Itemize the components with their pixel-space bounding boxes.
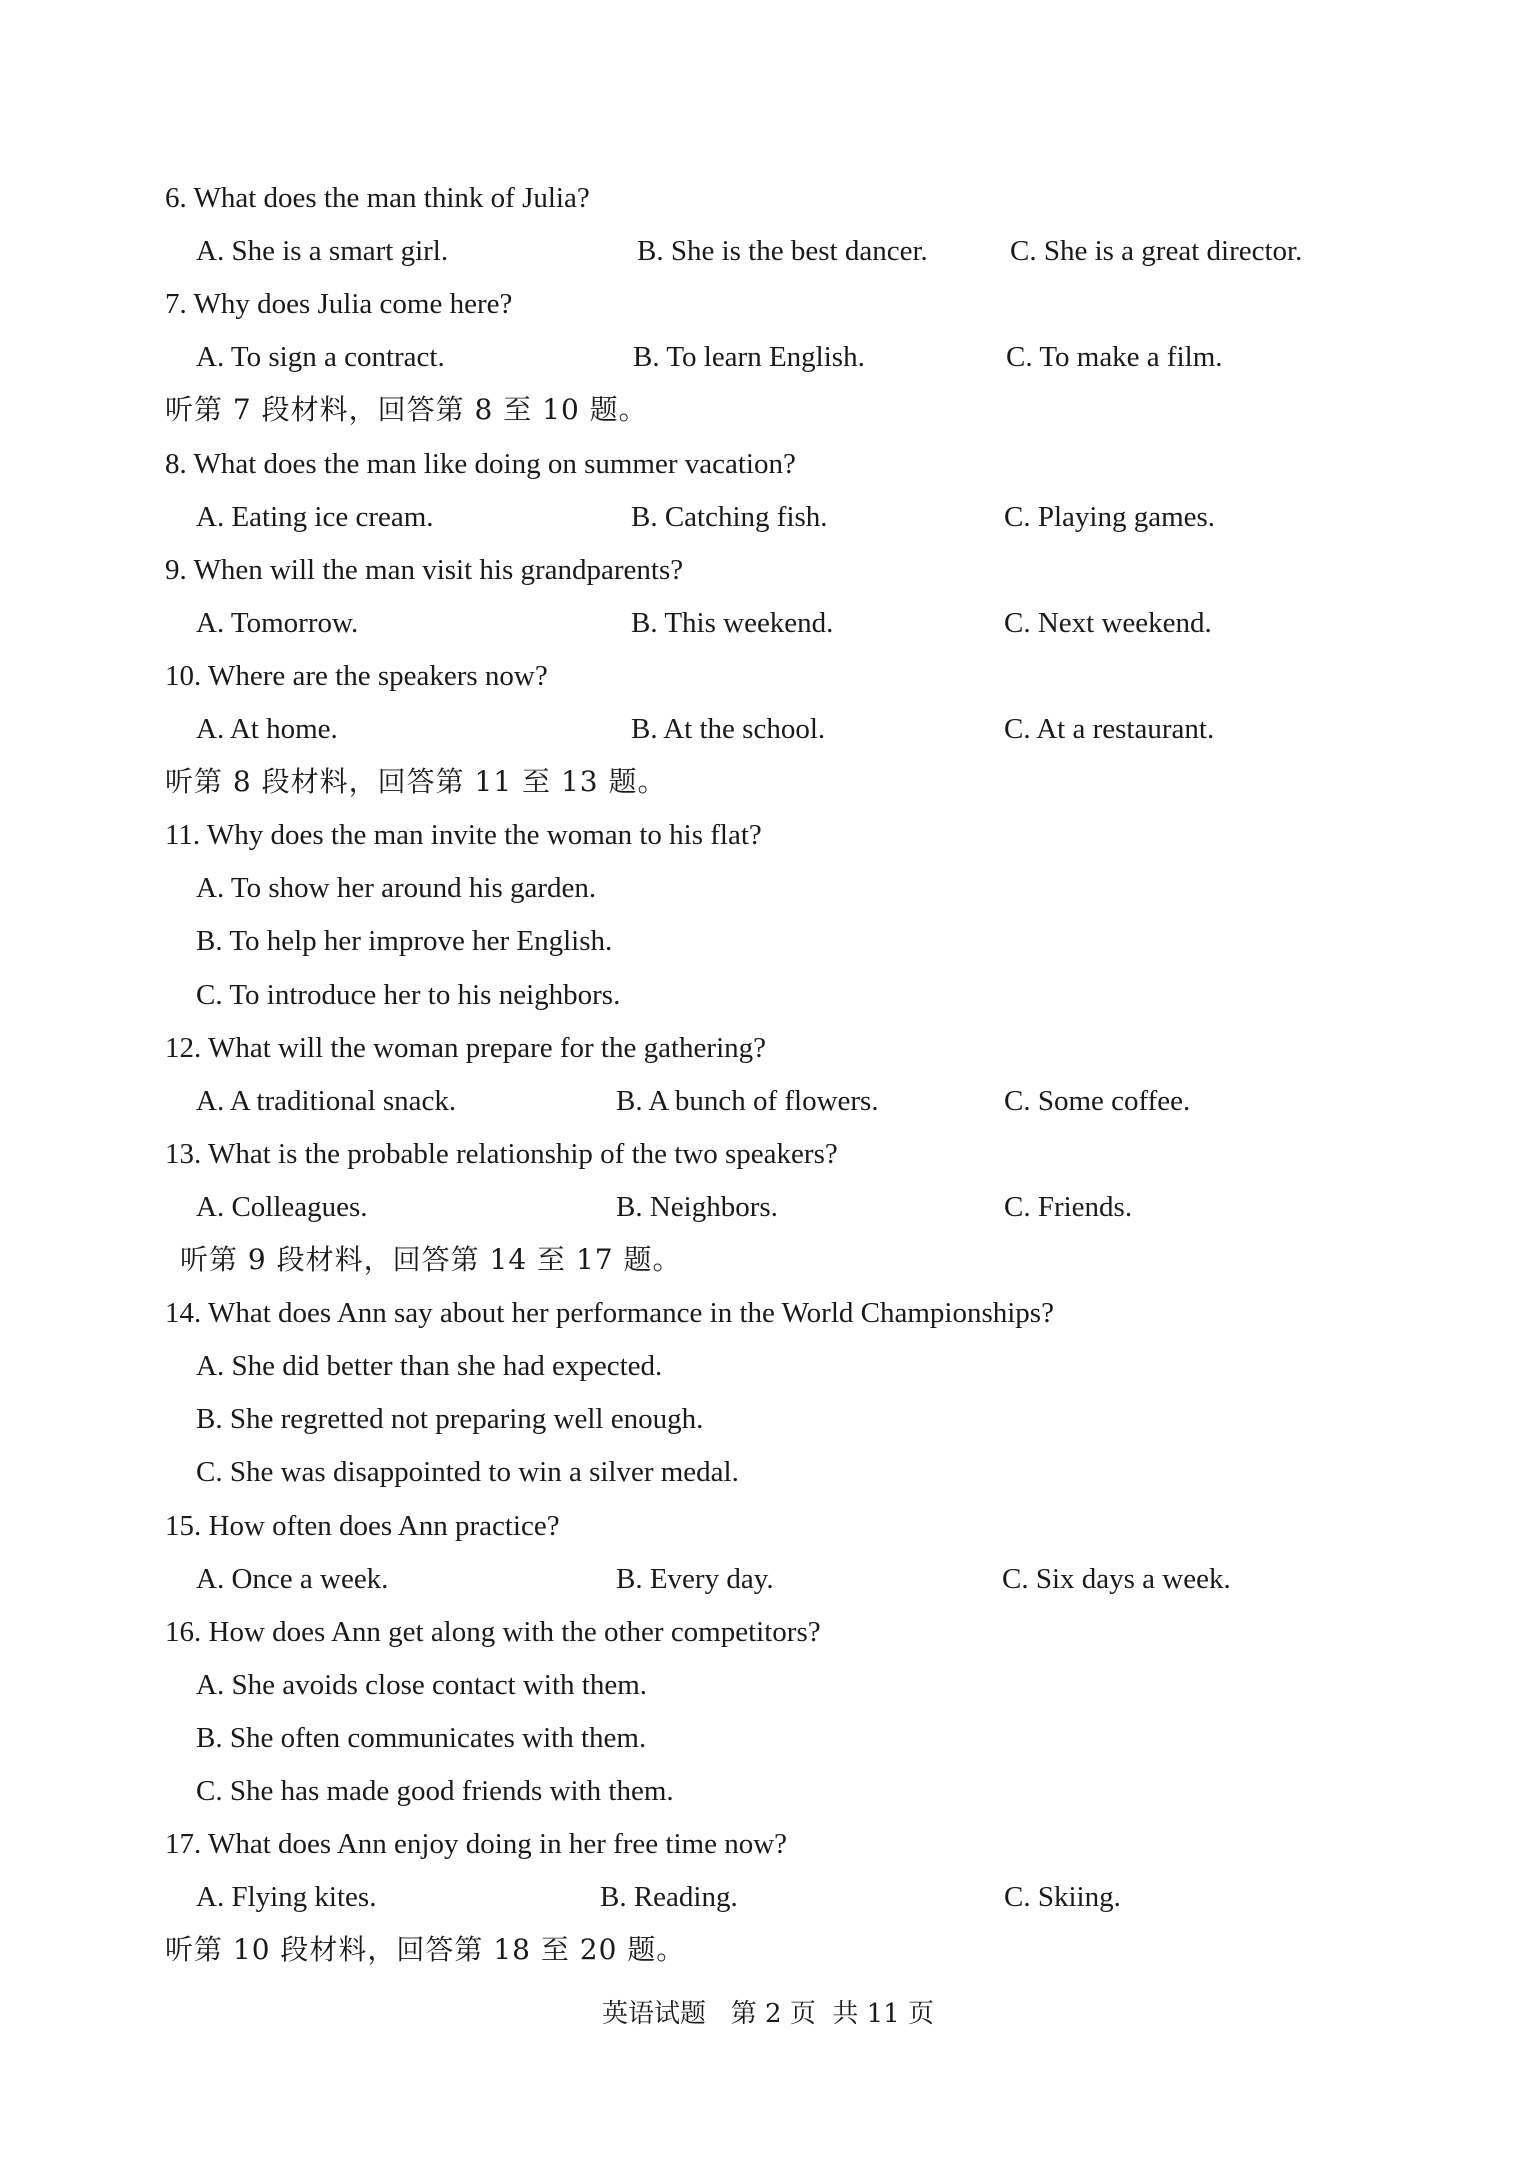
answer-option-c: C. To make a film. (1006, 341, 1223, 374)
answer-option-a: A. She is a smart girl. (196, 235, 449, 268)
answer-option-a: A. Eating ice cream. (196, 500, 434, 533)
options-row (0, 1559, 1536, 1612)
answer-option-a: A. Once a week. (196, 1562, 389, 1595)
question-line (0, 1824, 1536, 1877)
question-text: 16. How does Ann get along with the other competitors? (165, 1615, 821, 1648)
options-row (0, 603, 1536, 656)
answer-option-c: C. Playing games. (1004, 500, 1216, 533)
options-row (0, 709, 1536, 762)
page-footer (0, 1994, 1536, 2034)
section-heading (0, 762, 1536, 815)
answer-option-b: B. Catching fish. (631, 500, 828, 533)
question-text: 6. What does the man think of Julia? (165, 182, 590, 214)
question-line (0, 656, 1536, 709)
options-row (0, 1081, 1536, 1134)
option-line (0, 1771, 1536, 1824)
answer-option-b: B. A bunch of flowers. (616, 1084, 879, 1117)
answer-option: B. She regretted not preparing well enough. (196, 1403, 704, 1436)
question-line (0, 1612, 1536, 1665)
answer-option: A. To show her around his garden. (196, 872, 597, 905)
question-text: 15. How often does Ann practice? (165, 1509, 560, 1542)
question-line (0, 1293, 1536, 1346)
option-line (0, 1399, 1536, 1452)
answer-option-c: C. Skiing. (1004, 1881, 1121, 1914)
answer-option-b: B. To learn English. (633, 341, 865, 374)
answer-option: C. She was disappointed to win a silver medal. (196, 1456, 739, 1489)
question-line (0, 1134, 1536, 1187)
answer-option: C. She has made good friends with them. (196, 1775, 674, 1807)
question-line (0, 1506, 1536, 1559)
options-row (0, 337, 1536, 390)
question-text: 11. Why does the man invite the woman to his flat? (165, 819, 762, 852)
section-heading-text: 听第 10 段材料，回答第 18 至 20 题。 (165, 1933, 686, 1967)
section-heading (0, 1240, 1536, 1293)
section-heading-text: 听第 7 段材料，回答第 8 至 10 题。 (165, 393, 648, 427)
question-line (0, 550, 1536, 603)
question-text: 9. When will the man visit his grandparents? (165, 553, 684, 586)
answer-option-a: A. A traditional snack. (196, 1084, 457, 1117)
answer-option-b: B. Reading. (600, 1881, 738, 1914)
option-line (0, 975, 1536, 1028)
question-text: 8. What does the man like doing on summer vacation? (165, 447, 796, 480)
question-line (0, 1028, 1536, 1081)
answer-option: B. She often communicates with them. (196, 1721, 647, 1754)
section-heading (0, 390, 1536, 443)
question-text: 17. What does Ann enjoy doing in her free time now? (165, 1828, 788, 1861)
section-heading (0, 1930, 1536, 1983)
footer-text: 英语试题 第 2 页 共 11 页 (601, 1999, 934, 2029)
answer-option: B. To help her improve her English. (196, 925, 613, 958)
answer-option: A. She did better than she had expected. (196, 1350, 663, 1383)
answer-option-a: A. To sign a contract. (196, 341, 445, 374)
option-line (0, 1665, 1536, 1718)
options-row (0, 497, 1536, 550)
answer-option: C. To introduce her to his neighbors. (196, 978, 621, 1011)
section-heading-text: 听第 9 段材料，回答第 14 至 17 题。 (180, 1243, 682, 1276)
answer-option-c: C. Six days a week. (1002, 1562, 1231, 1595)
question-text: 7. Why does Julia come here? (165, 288, 513, 321)
answer-option-c: C. Some coffee. (1004, 1084, 1191, 1117)
question-text: 13. What is the probable relationship of the two speakers? (165, 1137, 838, 1170)
question-text: 14. What does Ann say about her performance in the World Championships? (165, 1297, 1054, 1330)
answer-option-c: C. She is a great director. (1010, 235, 1303, 268)
options-row (0, 231, 1536, 284)
answer-option-a: A. Flying kites. (196, 1881, 377, 1914)
answer-option-b: B. At the school. (631, 713, 826, 745)
question-line (0, 444, 1536, 497)
answer-option-b: B. Every day. (616, 1562, 774, 1595)
answer-option-c: C. Next weekend. (1004, 606, 1212, 639)
answer-option-a: A. Colleagues. (196, 1190, 368, 1223)
answer-option: A. She avoids close contact with them. (196, 1668, 648, 1701)
option-line (0, 1718, 1536, 1771)
options-row (0, 1877, 1536, 1930)
option-line (0, 868, 1536, 921)
section-heading-text: 听第 8 段材料，回答第 11 至 13 题。 (165, 765, 667, 799)
option-line (0, 921, 1536, 974)
answer-option-a: A. Tomorrow. (196, 606, 359, 639)
question-line (0, 178, 1536, 231)
answer-option-c: C. At a restaurant. (1004, 713, 1215, 745)
question-line (0, 815, 1536, 868)
question-line (0, 284, 1536, 337)
options-row (0, 1187, 1536, 1240)
answer-option-b: B. This weekend. (631, 606, 834, 639)
answer-option-a: A. At home. (196, 713, 338, 745)
answer-option-c: C. Friends. (1004, 1190, 1133, 1223)
answer-option-b: B. She is the best dancer. (637, 235, 928, 268)
answer-option-b: B. Neighbors. (616, 1190, 778, 1223)
option-line (0, 1346, 1536, 1399)
question-text: 10. Where are the speakers now? (165, 659, 548, 692)
question-text: 12. What will the woman prepare for the gathering? (165, 1031, 766, 1064)
option-line (0, 1452, 1536, 1505)
